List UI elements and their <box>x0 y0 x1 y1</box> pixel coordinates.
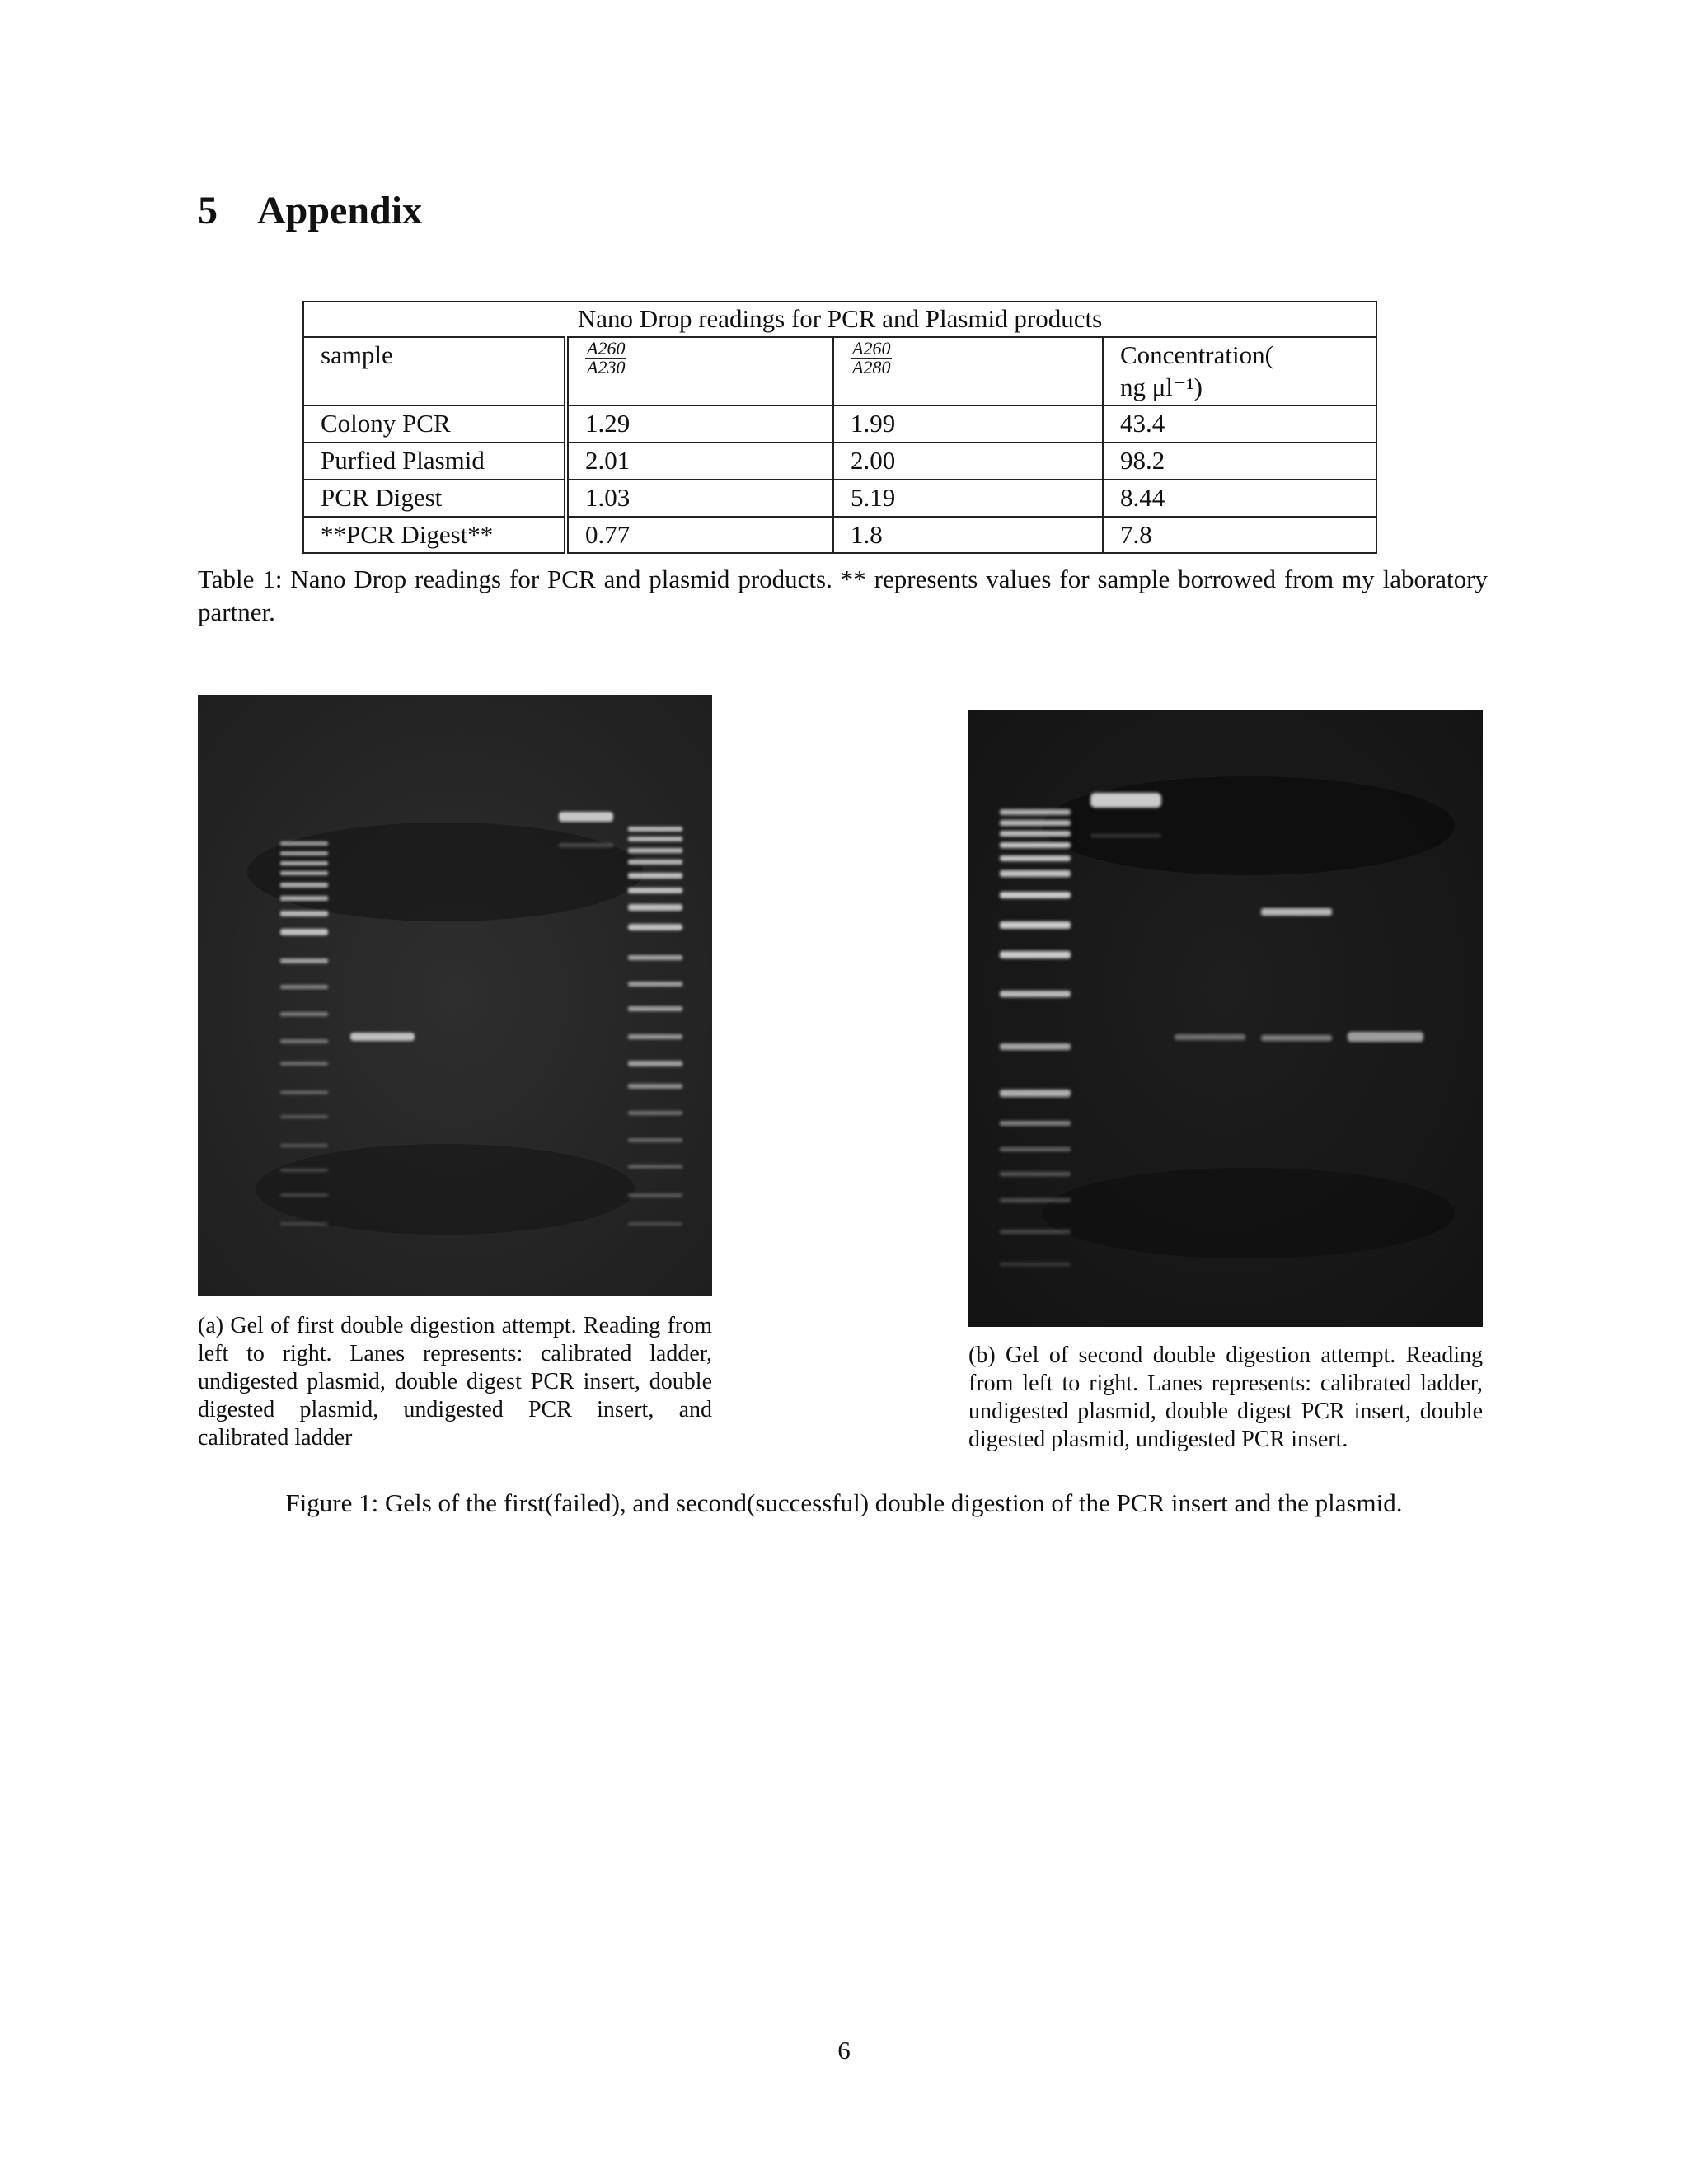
table-row: PCR Digest 1.03 5.19 8.44 <box>303 480 1376 517</box>
table-row: Purfied Plasmid 2.01 2.00 98.2 <box>303 443 1376 480</box>
table-row: Colony PCR 1.29 1.99 43.4 <box>303 405 1376 443</box>
figure-caption: Figure 1: Gels of the first(failed), and second(successful) double digestion of the PCR insert and the plasmid. <box>285 1488 1403 1517</box>
table-caption: Table 1: Nano Drop readings for PCR and plasmid products. ** represents values for sample borrowed from my laboratory partner. <box>198 565 1488 626</box>
figure-b-caption: (b) Gel of second double digestion attempt. Reading from left to right. Lanes represents: calibrated ladder, undigested plasmid, double digest PCR insert, double digested plasmid, undigested PCR insert. <box>968 1343 1483 1452</box>
nanodrop-table <box>302 301 1377 554</box>
table-header-row <box>303 337 1376 406</box>
section-title: Appendix <box>257 189 423 232</box>
section-number: 5 <box>198 189 218 232</box>
gel-image-a <box>198 695 712 1296</box>
table-title-row <box>303 302 1376 337</box>
page-number: 6 <box>837 2036 851 2064</box>
section-heading <box>198 188 422 233</box>
gel-image-b <box>968 710 1483 1327</box>
figure-a-caption: (a) Gel of first double digestion attempt. Reading from left to right. Lanes represents: calibrated ladder, undigested plasmid, double digest PCR insert, double digested plasmid, undigested PCR insert, and calibrated ladder <box>198 1313 712 1451</box>
table-row: **PCR Digest** 0.77 1.8 7.8 <box>303 517 1376 554</box>
header-sample: sample <box>303 337 566 406</box>
header-ratio-a260-a230: $\frac{A260}{A230}$ <box>566 337 833 406</box>
header-ratio-a260-a280: $\frac{A260}{A280}$ <box>833 337 1103 406</box>
header-concentration: Concentration( ng μl⁻¹) <box>1103 337 1376 406</box>
table-title: Nano Drop readings for PCR and Plasmid products <box>303 302 1376 337</box>
